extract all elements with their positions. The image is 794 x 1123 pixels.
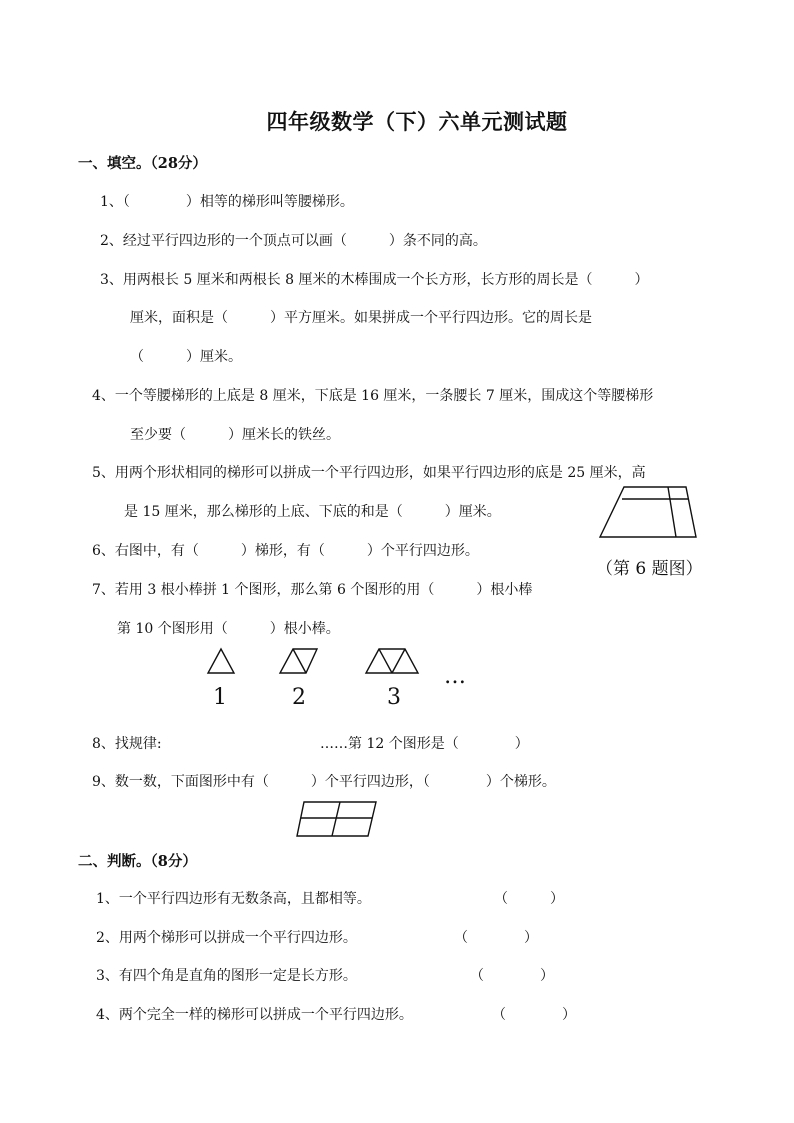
question-4-line-2: 至少要（ ）厘米长的铁丝。 xyxy=(130,427,340,443)
question-1: 1、（ ）相等的梯形叫等腰梯形。 xyxy=(100,194,354,210)
pattern-figure-3-triangles xyxy=(365,648,425,676)
question-4-line-1: 4、一个等腰梯形的上底是 8 厘米，下底是 16 厘米，一条腰长 7 厘米，围成这个等腰梯形 xyxy=(92,388,654,404)
judgment-2-answer-blank: （ ） xyxy=(454,930,538,946)
question-8-prefix: 8、找规律: xyxy=(92,736,162,752)
inner-slanted-line xyxy=(332,802,340,836)
judgment-4-answer-blank: （ ） xyxy=(492,1007,576,1023)
section-heading-fill-in: 一、填空。（28分） xyxy=(78,155,207,172)
judgment-4-text: 4、两个完全一样的梯形可以拼成一个平行四边形。 xyxy=(96,1007,413,1023)
judgment-2-text: 2、用两个梯形可以拼成一个平行四边形。 xyxy=(96,930,357,946)
inner-slanted-line xyxy=(668,487,676,537)
question-3-line-1: 3、用两根长 5 厘米和两根长 8 厘米的木棒围成一个长方形，长方形的周长是（ ） xyxy=(100,272,649,288)
question-7-line-1: 7、若用 3 根小棒拼 1 个图形，那么第 6 个图形的用（ ）根小棒 xyxy=(92,582,533,598)
pattern-continuation-dots: … xyxy=(444,664,466,689)
outer-trapezoid xyxy=(600,487,696,537)
question-3-line-3: （ ）厘米。 xyxy=(130,349,242,365)
pattern-label-2: 2 xyxy=(292,685,306,710)
pattern-label-3: 3 xyxy=(387,685,401,710)
pattern-label-1: 1 xyxy=(213,685,227,710)
question-3-line-2: 厘米，面积是（ ）平方厘米。如果拼成一个平行四边形。它的周长是 xyxy=(130,310,592,326)
question-9: 9、数一数，下面图形中有（ ）个平行四边形，（ ）个梯形。 xyxy=(92,774,556,790)
question-6: 6、右图中，有（ ）梯形，有（ ）个平行四边形。 xyxy=(92,543,479,559)
page-title: 四年级数学（下）六单元测试题 xyxy=(266,109,568,134)
question-8-suffix: ……第 12 个图形是（ ） xyxy=(320,736,529,752)
judgment-3-text: 3、有四个角是直角的图形一定是长方形。 xyxy=(96,968,357,984)
question-7-line-2: 第 10 个图形用（ ）根小棒。 xyxy=(117,621,340,637)
question-5-line-2: 是 15 厘米，那么梯形的上底、下底的和是（ ）厘米。 xyxy=(124,504,501,520)
judgment-3-answer-blank: （ ） xyxy=(470,968,554,984)
question-6-figure-caption: （第 6 题图） xyxy=(596,559,703,579)
question-9-parallelogram-figure xyxy=(296,801,378,839)
question-5-line-1: 5、用两个形状相同的梯形可以拼成一个平行四边形，如果平行四边形的底是 25 厘米，高 xyxy=(92,465,646,481)
question-6-trapezoid-figure xyxy=(598,485,698,539)
judgment-1-text: 1、一个平行四边形有无数条高，且都相等。 xyxy=(96,891,371,907)
pattern-figure-1-triangle xyxy=(207,648,239,676)
section-heading-judgment: 二、判断。（8分） xyxy=(78,853,197,870)
judgment-1-answer-blank: （ ） xyxy=(494,891,564,907)
question-2: 2、经过平行四边形的一个顶点可以画（ ）条不同的高。 xyxy=(100,233,487,249)
pattern-figure-2-triangles xyxy=(279,648,323,676)
